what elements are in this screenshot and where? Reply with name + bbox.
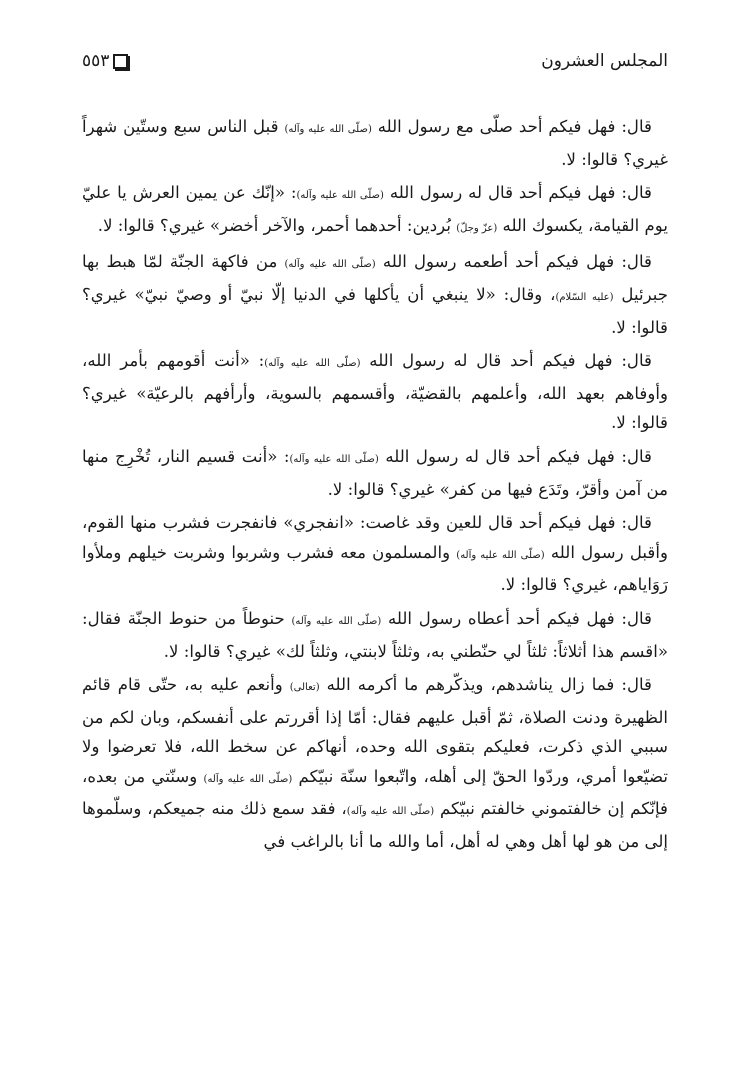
text-segment: قال: فهل فيكم أحد قال للعين وقد غاصت: «انفجري» فانفجرت فشرب منها القوم، وأقبل رسول الله — [82, 513, 668, 562]
honorific: (تعالى) — [289, 682, 320, 694]
text-segment: : «إنّك عن يمين العرش يا عليّ يوم القيامة، يكسوك الله — [82, 183, 668, 235]
text-segment: حنوطاً من حنوط الجنّة فقال: «اقسم هذا أثلاثاً: ثلثاً لي حنّطني به، وثلثاً لابنتي، وثلثاً لك» غيري؟ قالوا: لا. — [82, 608, 668, 661]
square-box-icon — [113, 54, 128, 69]
paragraph — [82, 112, 668, 174]
paragraph — [82, 442, 668, 504]
honorific: (صلّى الله عليه وآله) — [284, 259, 376, 271]
text-segment: ، فقد سمع ذلك منه جميعكم، وسلّموها إلى من هو لها أهل وهي له أهل، أما والله ما أنا بالراغب في — [82, 799, 668, 852]
paragraph — [82, 670, 668, 857]
honorific: (صلّى الله عليه وآله) — [284, 124, 372, 135]
text-segment: قال: فما زال يناشدهم، ويذكّرهم ما أكرمه الله — [319, 675, 652, 695]
text-segment: : «أنت قسيم النار، تُخْرِج منها من آمن وأقرّ، وتَدَع فيها من كفر» غيري؟ قالوا: لا. — [82, 446, 668, 499]
text-segment: : «أنت أقومهم بأمر الله، وأوفاهم بعهد الله، وأعلمهم بالقضيّة، وأقسمهم بالسوية، وأرأفهم بالرعيّة» غيري؟ قالوا: لا. — [82, 351, 668, 433]
text-segment: ، وقال: «لا ينبغي أن يأكلها في الدنيا إلّا نبيّ أو وصيّ نبيّ» غيري؟ قالوا: لا. — [82, 284, 668, 337]
honorific: (صلّى الله عليه وآله) — [289, 453, 379, 465]
text-segment: من فاكهة الجنّة لمّا هبط بها جبرئيل — [82, 252, 668, 304]
honorific: (صلّى الله عليه وآله) — [264, 358, 361, 370]
honorific: (صلّى الله عليه وآله) — [203, 773, 293, 785]
text-segment: قال: فهل فيكم أحد قال له رسول الله — [360, 351, 652, 371]
page-header — [82, 46, 668, 76]
paragraph — [82, 346, 668, 438]
text-segment: قال: فهل فيكم أحد صلّى مع رسول الله — [371, 117, 652, 136]
honorific: (صلّى الله عليه وآله) — [291, 615, 382, 627]
body-text — [82, 112, 668, 861]
honorific: (عزّ وجلّ) — [456, 222, 498, 234]
honorific: (صلّى الله عليه وآله) — [456, 549, 545, 561]
honorific: (صلّى الله عليه وآله) — [346, 806, 435, 818]
paragraph — [82, 604, 668, 666]
page-number: ٥٥٣ — [82, 51, 110, 71]
text-segment: قبل الناس سبع وستّين شهراً غيري؟ قالوا: لا. — [82, 117, 668, 169]
text-segment: والمسلمون معه فشرب وشربوا وشربت خيلهم وملأوا رَوَاياهم، غيري؟ قالوا: لا. — [82, 542, 668, 595]
text-segment: قال: فهل فيكم أحد أطعمه رسول الله — [375, 252, 652, 272]
paragraph — [82, 508, 668, 600]
honorific: (عليه السّلام) — [555, 291, 614, 303]
chapter-title: المجلس العشرون — [541, 51, 668, 71]
paragraph — [82, 178, 668, 243]
text-segment: قال: فهل فيكم أحد قال له رسول الله — [383, 183, 652, 203]
honorific: (صلّى الله عليه وآله) — [296, 190, 384, 202]
text-segment: بُردين: أحدهما أحمر، والآخر أخضر» غيري؟ قالوا: لا. — [97, 215, 457, 235]
paragraph — [82, 247, 668, 342]
text-segment: وأنعم عليه به، حتّى قام قائم الظهيرة ودنت الصلاة، ثمّ أقبل عليهم فقال: أمّا إذا أقررتم على أنفسكم، وبان لكم من سببي الذي ذكرت، فعليكم بتقوى الله وحده، أنهاكم عن سخط الله، فلا تعرضوا ولا تضيّعوا أمري، وردّوا الحقّ إلى أهله، واتّبعوا سنّة نبيّكم — [82, 675, 668, 786]
text-segment: وسنّتي من بعده، فإنّكم إن خالفتموني خالفتم نبيّكم — [82, 766, 668, 819]
text-segment: قال: فهل فيكم أحد أعطاه رسول الله — [381, 608, 652, 628]
text-segment: قال: فهل فيكم أحد قال له رسول الله — [378, 446, 652, 466]
page-number-block — [82, 51, 128, 71]
